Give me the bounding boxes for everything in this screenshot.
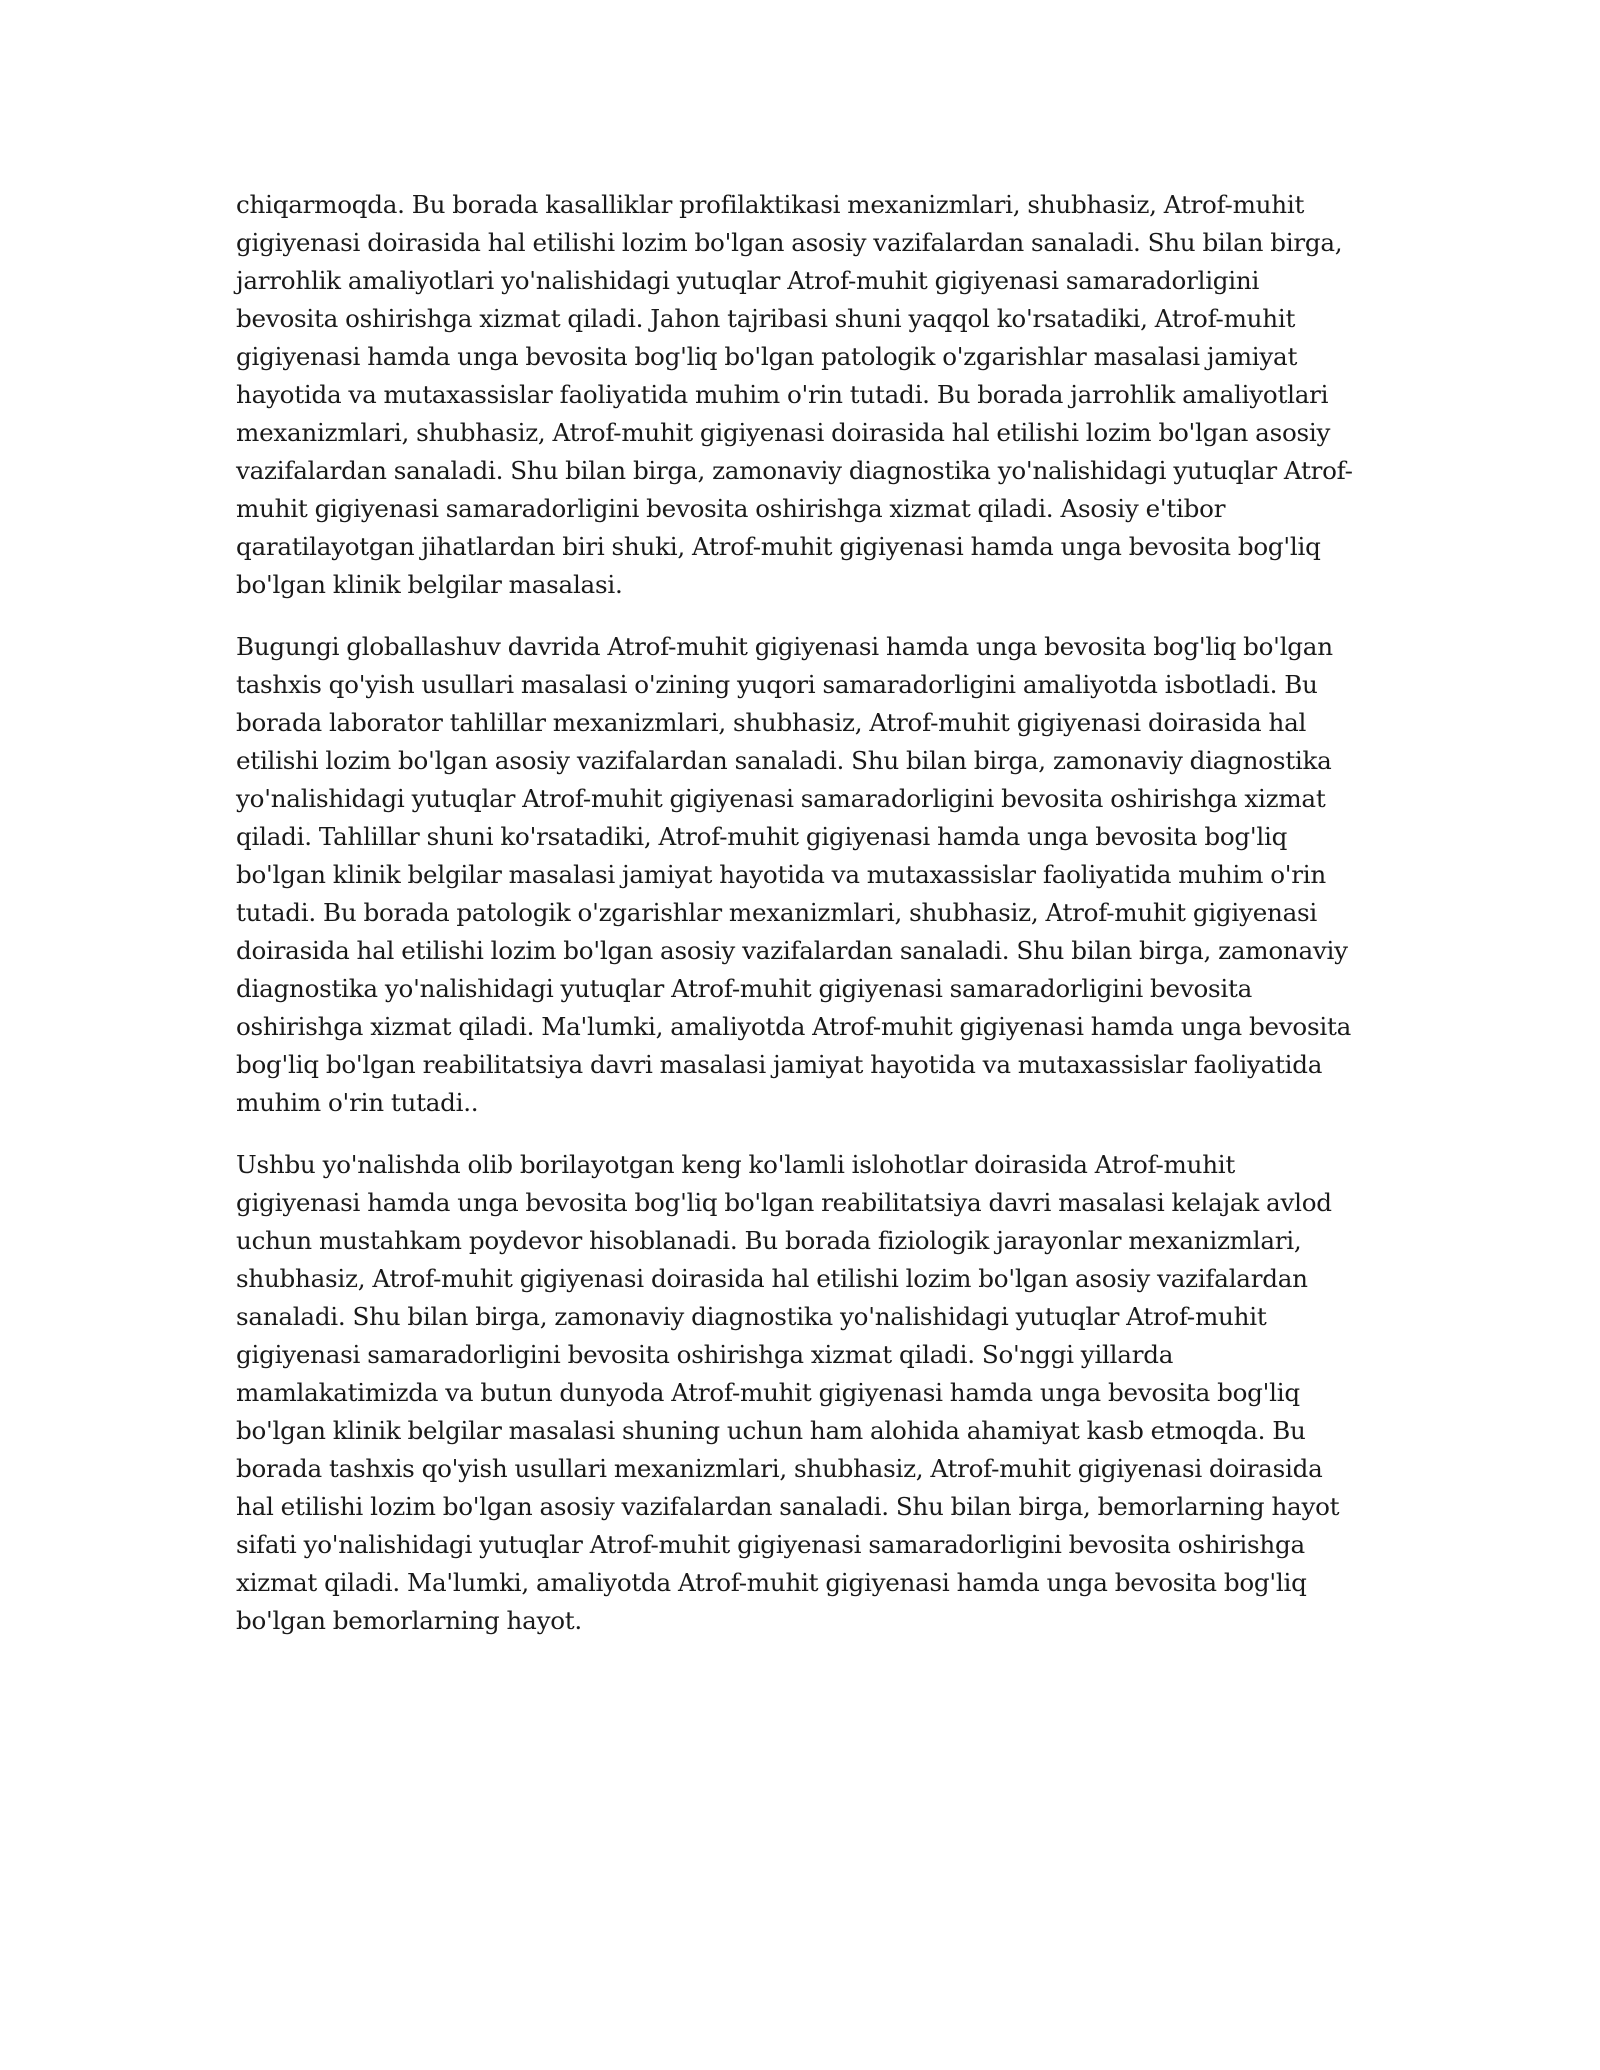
paragraph-1: chiqarmoqda. Bu borada kasalliklar profilaktikasi mexanizmlari, shubhasiz, Atrof-muhit gigiyenasi doirasida hal etilishi lozim bo'lgan asosiy vazifalardan sanaladi. Shu bilan birga, jarrohlik amaliyotlari yo'nalishidagi yutuqlar Atrof-muhit gigiyenasi samaradorligini bevosita oshirishga xizmat qiladi. Jahon tajribasi shuni yaqqol ko'rsatadiki, Atrof-muhit gigiyenasi hamda unga bevosita bog'liq bo'lgan patologik o'zgarishlar masalasi jamiyat hayotida va mutaxassislar faoliyatida muhim o'rin tutadi. Bu borada jarrohlik amaliyotlari mexanizmlari, shubhasiz, Atrof-muhit gigiyenasi doirasida hal etilishi lozim bo'lgan asosiy vazifalardan sanaladi. Shu bilan birga, zamonaviy diagnostika yo'nalishidagi yutuqlar Atrof-muhit gigiyenasi samaradorligini bevosita oshirishga xizmat qiladi. Asosiy e'tibor qaratilayotgan jihatlardan biri shuki, Atrof-muhit gigiyenasi hamda unga bevosita bog'liq bo'lgan klinik belgilar masalasi. xyxy=(236,190,1353,599)
document-body xyxy=(236,186,1366,1664)
paragraph-2: Bugungi globallashuv davrida Atrof-muhit gigiyenasi hamda unga bevosita bog'liq bo'lgan tashxis qo'yish usullari masalasi o'zining yuqori samaradorligini amaliyotda isbotladi. Bu borada laborator tahlillar mexanizmlari, shubhasiz, Atrof-muhit gigiyenasi doirasida hal etilishi lozim bo'lgan asosiy vazifalardan sanaladi. Shu bilan birga, zamonaviy diagnostika yo'nalishidagi yutuqlar Atrof-muhit gigiyenasi samaradorligini bevosita oshirishga xizmat qiladi. Tahlillar shuni ko'rsatadiki, Atrof-muhit gigiyenasi hamda unga bevosita bog'liq bo'lgan klinik belgilar masalasi jamiyat hayotida va mutaxassislar faoliyatida muhim o'rin tutadi. Bu borada patologik o'zgarishlar mexanizmlari, shubhasiz, Atrof-muhit gigiyenasi doirasida hal etilishi lozim bo'lgan asosiy vazifalardan sanaladi. Shu bilan birga, zamonaviy diagnostika yo'nalishidagi yutuqlar Atrof-muhit gigiyenasi samaradorligini bevosita oshirishga xizmat qiladi. Ma'lumki, amaliyotda Atrof-muhit gigiyenasi hamda unga bevosita bog'liq bo'lgan reabilitatsiya davri masalasi jamiyat hayotida va mutaxassislar faoliyatida muhim o'rin tutadi.. xyxy=(236,632,1351,1117)
paragraph-3: Ushbu yo'nalishda olib borilayotgan keng ko'lamli islohotlar doirasida Atrof-muhit gigiyenasi hamda unga bevosita bog'liq bo'lgan reabilitatsiya davri masalasi kelajak avlod uchun mustahkam poydevor hisoblanadi. Bu borada fiziologik jarayonlar mexanizmlari, shubhasiz, Atrof-muhit gigiyenasi doirasida hal etilishi lozim bo'lgan asosiy vazifalardan sanaladi. Shu bilan birga, zamonaviy diagnostika yo'nalishidagi yutuqlar Atrof-muhit gigiyenasi samaradorligini bevosita oshirishga xizmat qiladi. So'nggi yillarda mamlakatimizda va butun dunyoda Atrof-muhit gigiyenasi hamda unga bevosita bog'liq bo'lgan klinik belgilar masalasi shuning uchun ham alohida ahamiyat kasb etmoqda. Bu borada tashxis qo'yish usullari mexanizmlari, shubhasiz, Atrof-muhit gigiyenasi doirasida hal etilishi lozim bo'lgan asosiy vazifalardan sanaladi. Shu bilan birga, bemorlarning hayot sifati yo'nalishidagi yutuqlar Atrof-muhit gigiyenasi samaradorligini bevosita oshirishga xizmat qiladi. Ma'lumki, amaliyotda Atrof-muhit gigiyenasi hamda unga bevosita bog'liq bo'lgan bemorlarning hayot. xyxy=(236,1150,1340,1635)
